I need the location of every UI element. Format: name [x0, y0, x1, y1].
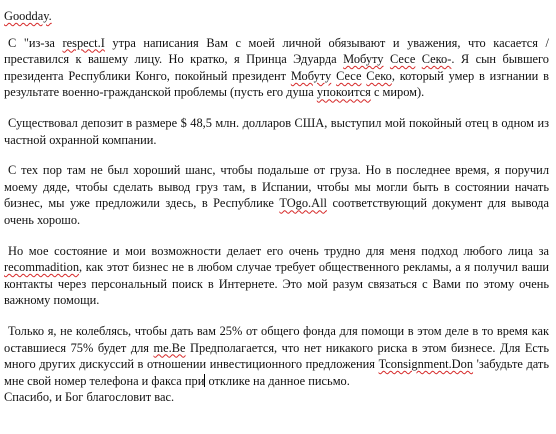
text-run: с миром). [370, 85, 425, 100]
text-run: 'забудьте дать мне свой номер телефона и факса при [4, 357, 549, 388]
misspelled-word: упокоится [316, 85, 371, 100]
closing-line: Спасибо, и Бог благословит вас. [4, 390, 175, 405]
misspelled-word: Секо [366, 68, 392, 83]
text-run: Только я, не колеблясь, чтобы дать вам 25% от общего фонда для помощи в этом деле в то время как оставшиеся 75% будет для [4, 323, 549, 355]
paragraph-5 [4, 323, 549, 389]
misspelled-word: me.Be [153, 340, 186, 355]
misspelled-word: Сесе [389, 52, 416, 67]
paragraph-1 [4, 35, 549, 101]
text-run: Предполагается, что нет никакого риска в этом бизнесе. Для Есть много других дискуссий в отношении инвестиционного предложения [4, 340, 549, 372]
greeting: Goodday. [4, 9, 52, 23]
misspelled-word: Мобуту [343, 52, 384, 67]
text-run: , который умер в изгнании в результате военно-гражданской проблемы (пусть его душа [4, 68, 549, 100]
misspelled-word: Сесе [336, 68, 362, 83]
text-run: С тех пор там не был хороший шанс, чтобы подальше от груза. Но в последнее время, я поручил моему дяде, чтобы сделать вывод груз там, в Испании, чтобы мы могли быть в состоянии начать бизнес, мы уже предложили здесь, в Республике [4, 163, 549, 211]
misspelled-word: Секо- [421, 52, 452, 67]
text-run: соответствующий документ для вывода очень хорошо. [4, 196, 549, 227]
text-run: , как этот бизнес не в любом случае требует общественного рекламы, а я получил ваши контакты через персональный поиск в Интернете. Это мой разум связаться с Вами по этому очень важному помощи. [4, 260, 549, 308]
paragraph-3 [4, 162, 549, 228]
misspelled-word: Мобуту [290, 68, 332, 83]
document-page[interactable] [4, 8, 549, 406]
text-run: Но мое состояние и мои возможности делает его очень трудно для меня подход любого лица за [8, 243, 549, 258]
text-run: отклике на данное письмо. [205, 373, 350, 388]
misspelled-word: recommadition [4, 260, 80, 275]
misspelled-word: Tconsignment.Don [378, 357, 474, 372]
misspelled-word: TOgo.All [279, 196, 327, 211]
text-run: Существовал депозит в размере $ 48,5 млн. долларов США, выступил мой покойный отец в одном из частной охранной компании. [4, 115, 549, 147]
paragraph-2 [4, 115, 549, 148]
paragraph-4 [4, 243, 549, 309]
text-run: утра написания Вам с моей личной обязывают и уважения, что касается / преставился к вашему лицу. Но кратко, я Принца Эдуарда [4, 35, 549, 67]
text-run: С "из-за [8, 35, 63, 50]
text-run: . Я сын бывшего президента Республики Конго, покойный президент [4, 52, 549, 83]
misspelled-word: respect.I [62, 35, 105, 50]
